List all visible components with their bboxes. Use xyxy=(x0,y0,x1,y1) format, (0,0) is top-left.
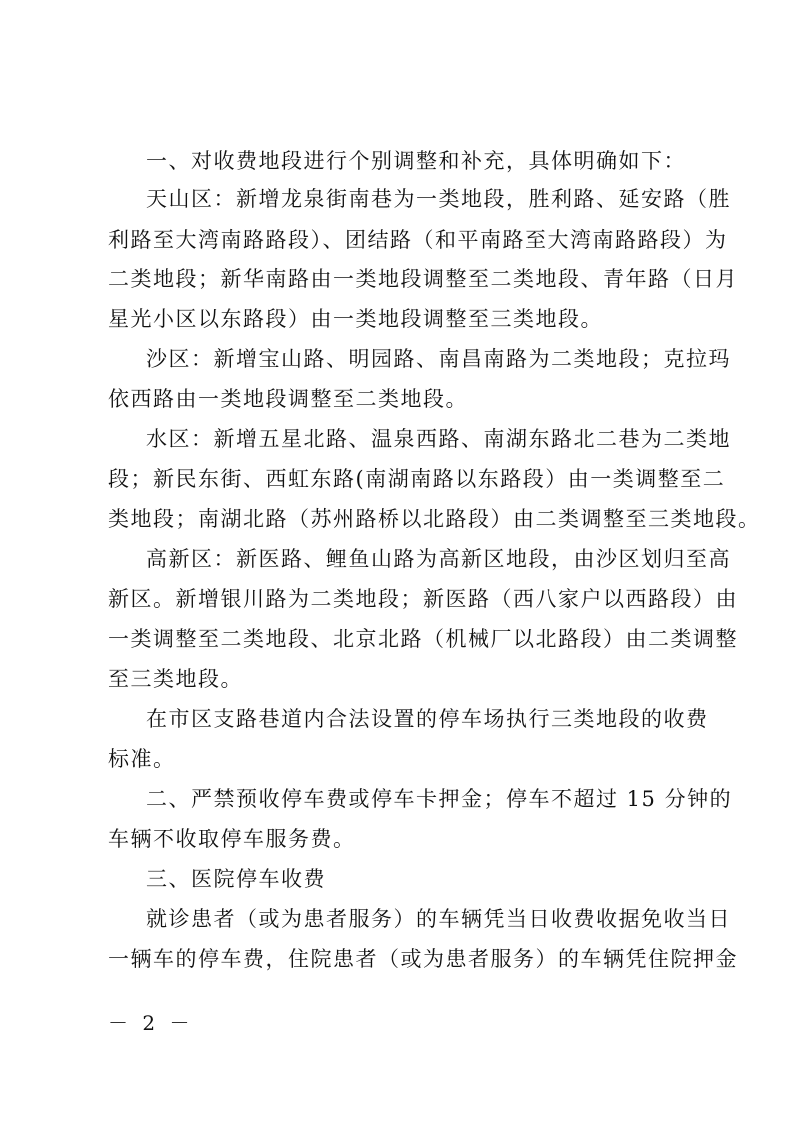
paragraph-branch-road-line-2: 标准。 xyxy=(108,747,176,771)
paragraph-sha-line-2: 依西路由一类地段调整至二类地段。 xyxy=(108,387,468,411)
paragraph-shui-line-2: 段；新民东街、西虹东路(南湖南路以东路段）由一类调整至二 xyxy=(108,467,726,491)
paragraph-gaoxin-line-1: 高新区：新医路、鲤鱼山路为高新区地段，由沙区划归至高 xyxy=(146,547,731,571)
paragraph-tianshan-line-2: 利路至大湾南路路段）、团结路（和平南路至大湾南路路段）为 xyxy=(108,228,728,252)
section-two-line-2: 车辆不收取停车服务费。 xyxy=(108,827,356,851)
paragraph-tianshan-line-1: 天山区：新增龙泉街南巷为一类地段，胜利路、延安路（胜 xyxy=(146,187,731,211)
section-three-heading: 三、医院停车收费 xyxy=(146,867,326,891)
paragraph-branch-road-line-1: 在市区支路巷道内合法设置的停车场执行三类地段的收费 xyxy=(146,707,709,731)
paragraph-hospital-line-2: 一辆车的停车费，住院患者（或为患者服务）的车辆凭住院押金 xyxy=(108,947,738,971)
paragraph-shui-line-3: 类地段；南湖北路（苏州路桥以北路段）由二类调整至三类地段。 xyxy=(108,507,761,531)
section-two-line-1: 二、严禁预收停车费或停车卡押金；停车不超过 15 分钟的 xyxy=(146,787,733,811)
section-one-heading: 一、对收费地段进行个别调整和补充，具体明确如下： xyxy=(146,149,686,173)
paragraph-sha-line-1: 沙区：新增宝山路、明园路、南昌南路为二类地段；克拉玛 xyxy=(146,347,731,371)
page-number: － 2 － xyxy=(108,1011,194,1035)
paragraph-tianshan-line-3: 二类地段；新华南路由一类地段调整至二类地段、青年路（日月 xyxy=(108,267,738,291)
paragraph-hospital-line-1: 就诊患者（或为患者服务）的车辆凭当日收费收据免收当日 xyxy=(146,907,731,931)
paragraph-gaoxin-line-2: 新区。新增银川路为二类地段；新医路（西八家户以西路段）由 xyxy=(108,587,738,611)
paragraph-gaoxin-line-4: 至三类地段。 xyxy=(108,667,243,691)
paragraph-tianshan-line-4: 星光小区以东路段）由一类地段调整至三类地段。 xyxy=(108,307,603,331)
paragraph-gaoxin-line-3: 一类调整至二类地段、北京北路（机械厂以北路段）由二类调整 xyxy=(108,627,738,651)
paragraph-shui-line-1: 水区：新增五星北路、温泉西路、南湖东路北二巷为二类地 xyxy=(146,427,731,451)
